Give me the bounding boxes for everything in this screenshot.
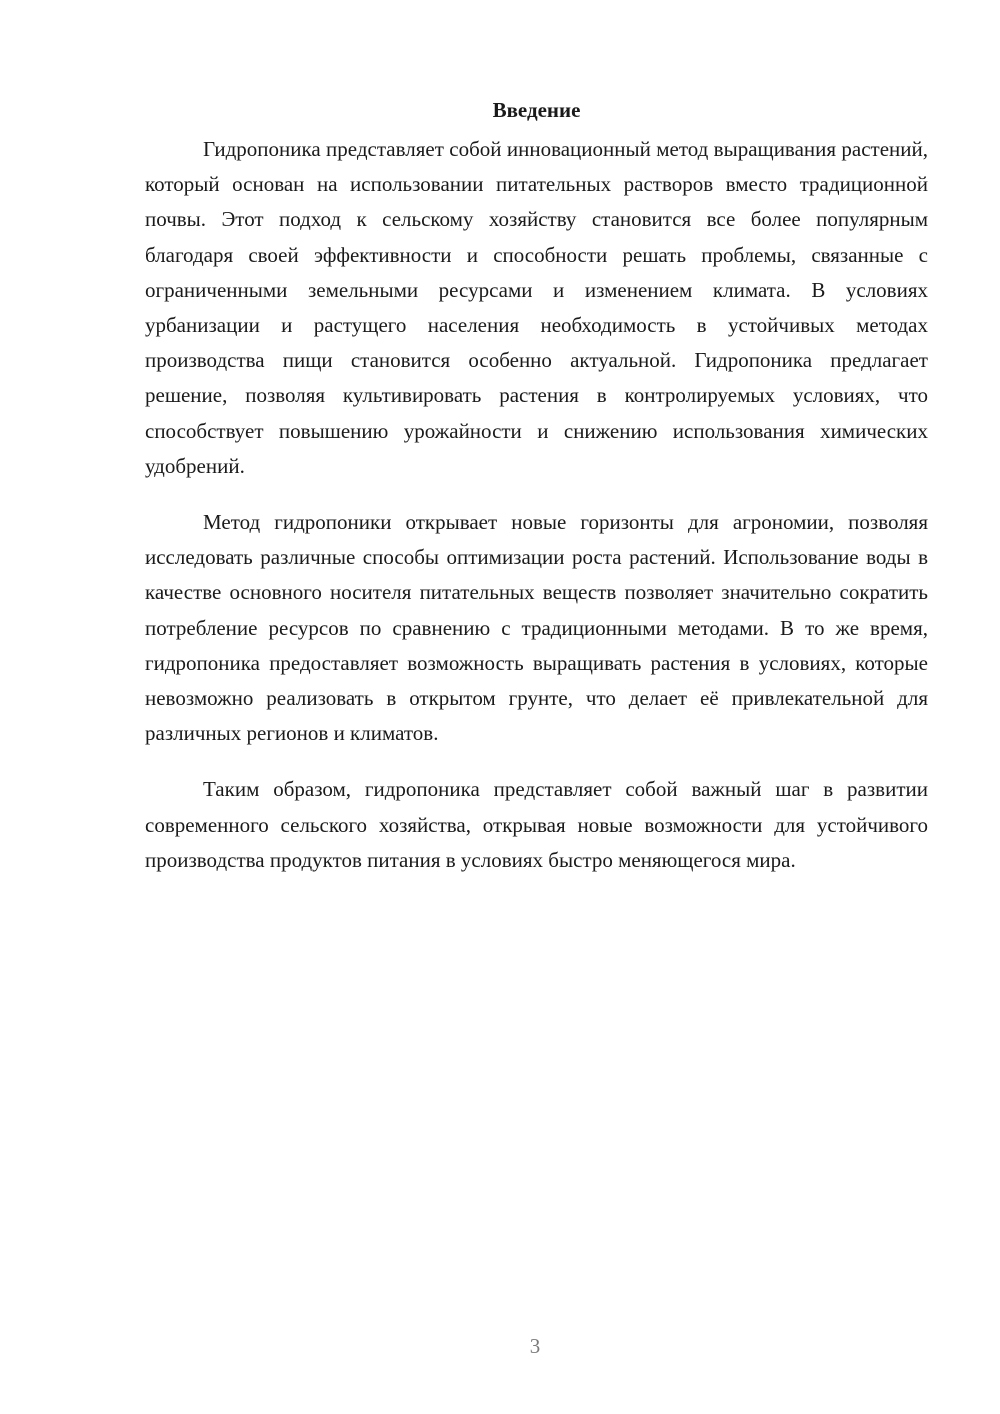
page-number: 3 bbox=[529, 1334, 541, 1358]
page-content bbox=[145, 95, 928, 899]
paragraph-1: Гидропоника представляет собой инновационный метод выращивания растений, который основан на использовании питательных растворов вместо традиционной почвы. Этот подход к сельскому хозяйству становится все более популярным благодаря своей эффективности и способности решать проблемы, связанные с ограниченными земельными ресурсами и изменением климата. В условиях урбанизации и растущего населения необходимость в устойчивых методах производства пищи становится особенно актуальной. Гидропоника предлагает решение, позволяя культивировать растения в контролируемых условиях, что способствует повышению урожайности и снижению использования химических удобрений. bbox=[145, 137, 928, 478]
section-heading: Введение bbox=[492, 98, 581, 122]
paragraph-2: Метод гидропоники открывает новые горизонты для агрономии, позволяя исследовать различные способы оптимизации роста растений. Использование воды в качестве основного носителя питательных веществ позволяет значительно сократить потребление ресурсов по сравнению с традиционными методами. В то же время, гидропоника предоставляет возможность выращивать растения в условиях, которые невозможно реализовать в открытом грунте, что делает её привлекательной для различных регионов и климатов. bbox=[145, 510, 928, 746]
paragraph-3: Таким образом, гидропоника представляет собой важный шаг в развитии современного сельского хозяйства, открывая новые возможности для устойчивого производства продуктов питания в условиях быстро меняющегося мира. bbox=[145, 777, 928, 872]
